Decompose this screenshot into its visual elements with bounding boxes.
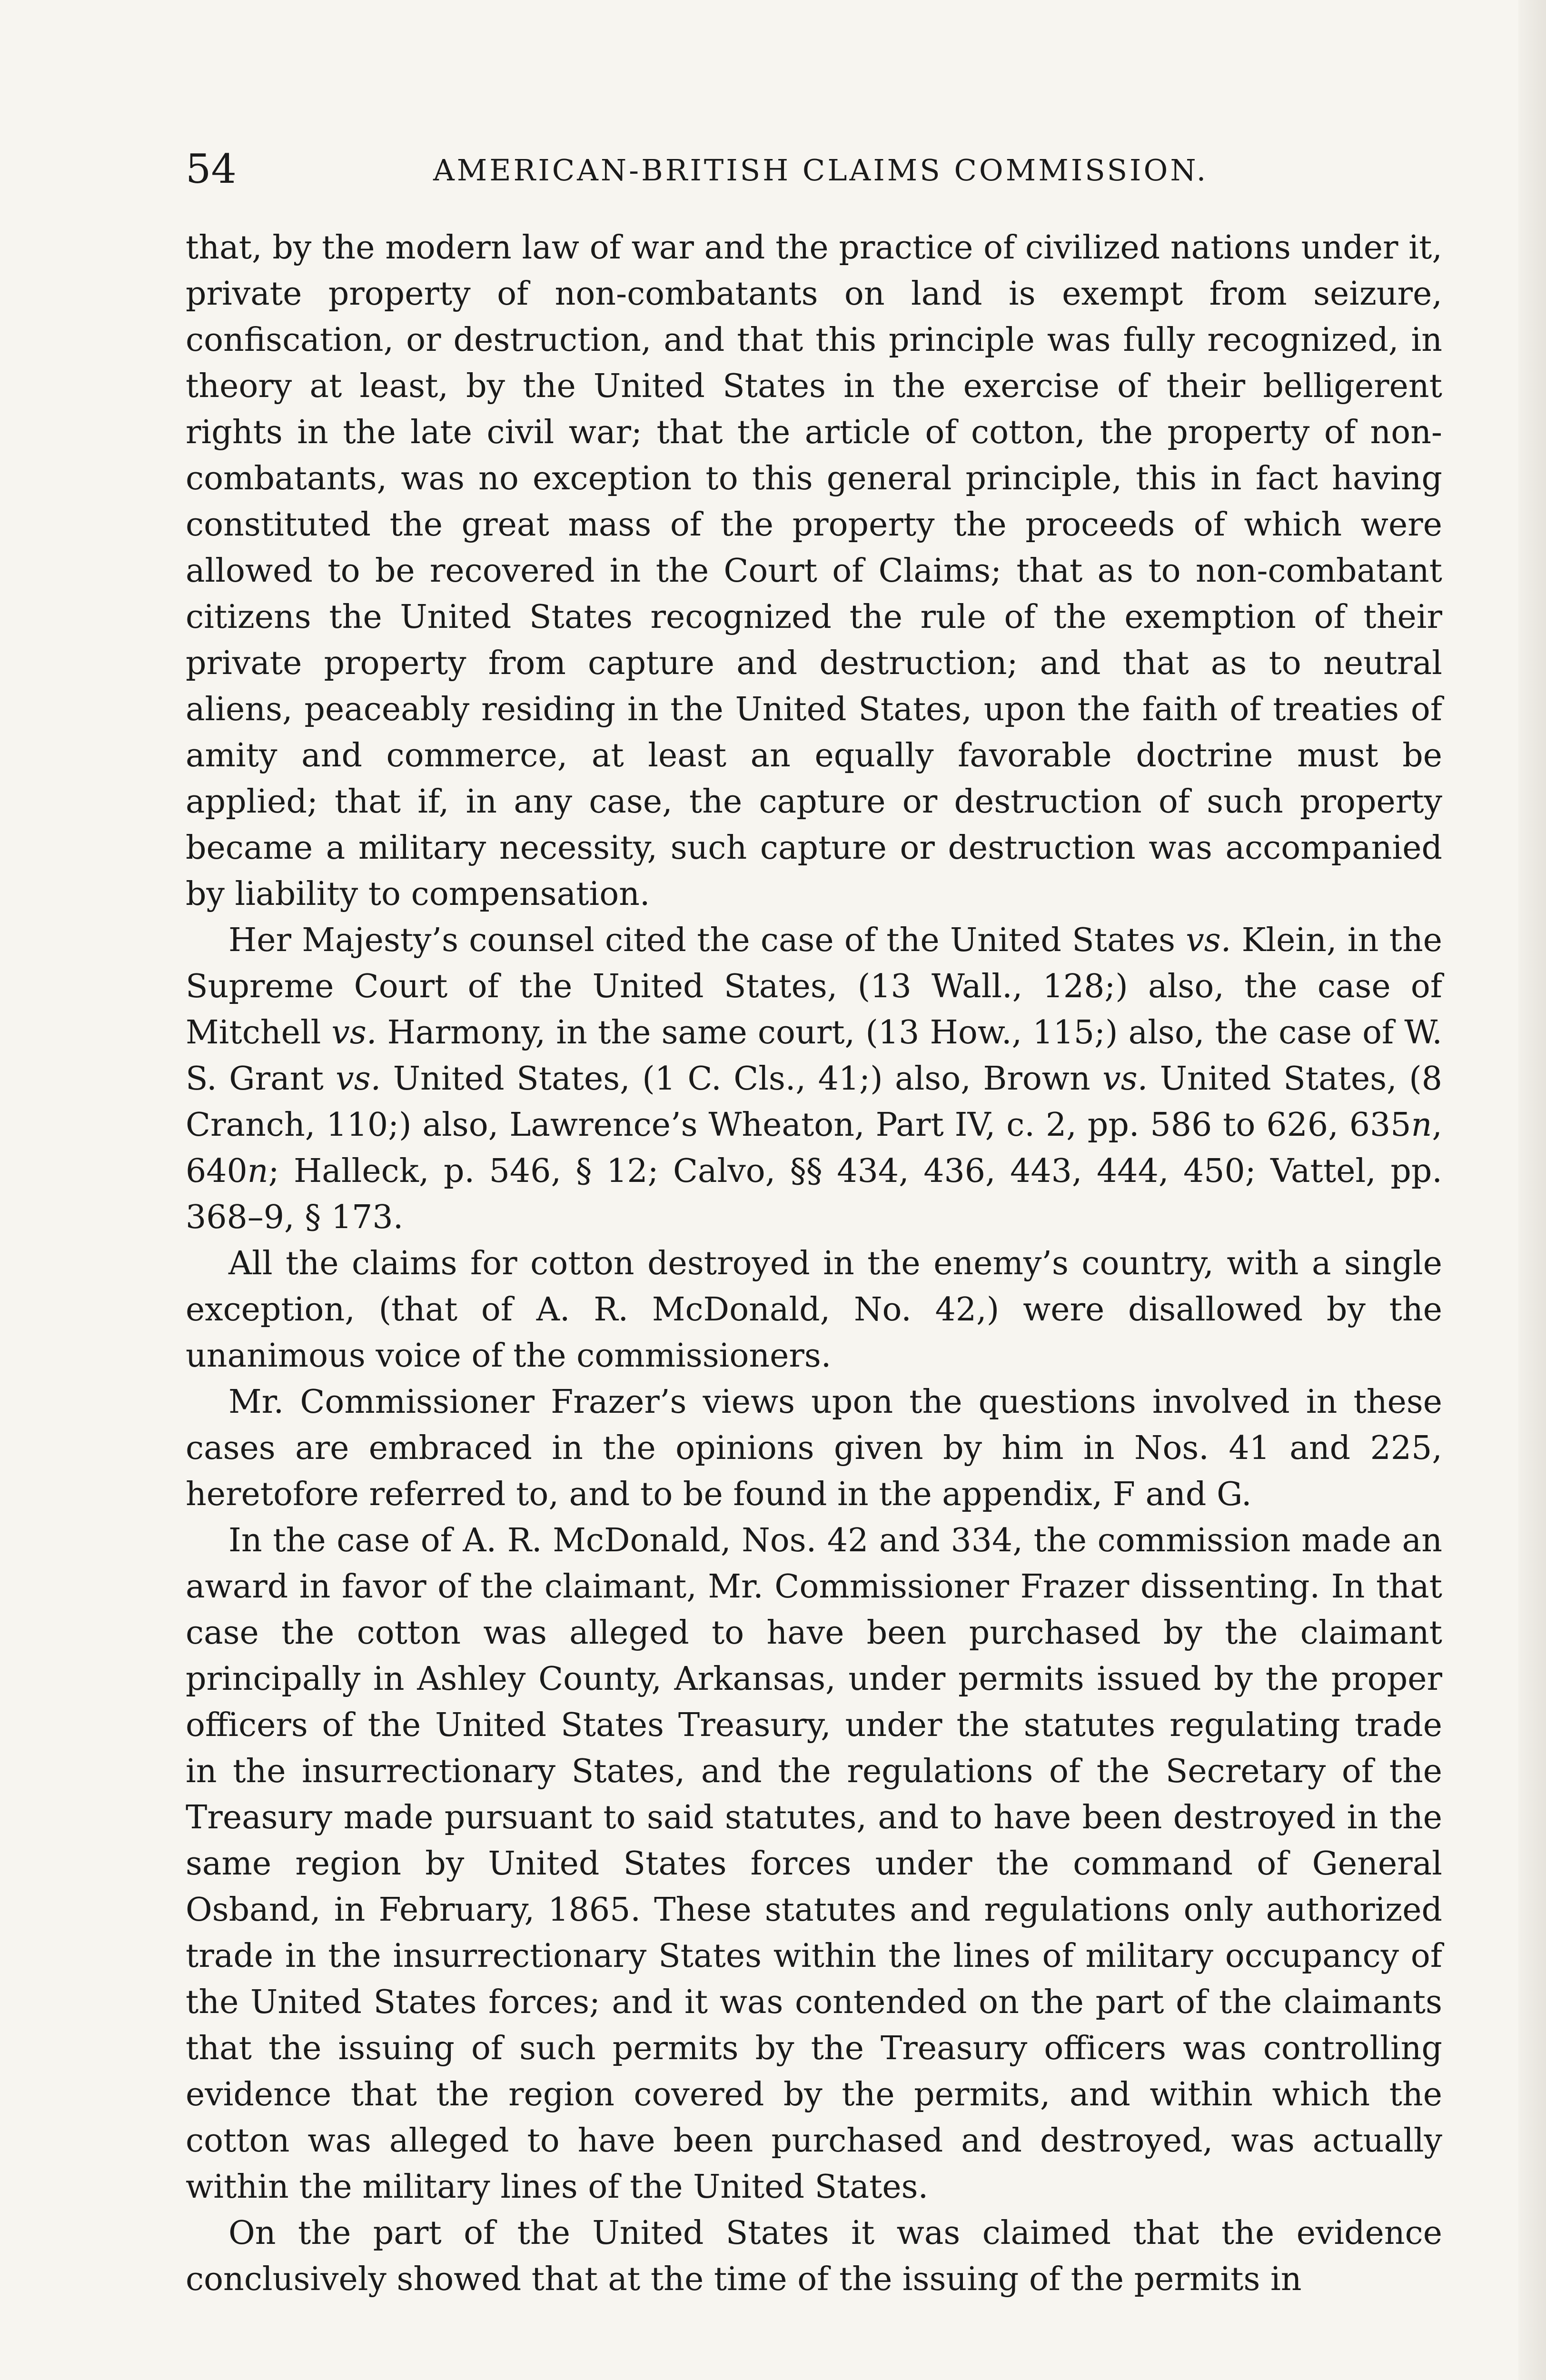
- text-segment: , 640: [186, 1106, 1442, 1190]
- page-edge: [1518, 0, 1546, 2380]
- paragraph-4: [186, 1379, 1442, 1517]
- text-segment: In the case of A. R. McDonald, Nos. 42 and 334, the commission made an award in favor of the claimant, Mr. Commissioner Frazer dissenting. In that case the cotton was alleged to have been purchased by the claimant principally in Ashley County, Arkansas, under permits issued by the proper officers of the United States Treasury, under the statutes regulating trade in the insurrectionary States, and the regulations of the Secretary of the Treasury made pursuant to said statutes, and to have been destroyed in the same region by United States forces under the command of General Osband, in February, 1865. These statutes and regulations only authorized trade in the insurrectionary States within the lines of military occupancy of the United States forces; and it was contended on the part of the claimants that the issuing of such permits by the Treasury officers was controlling evidence that the region covered by the permits, and within which the cotton was alleged to have been purchased and destroyed, was actually within the military lines of the United States.: [186, 1522, 1442, 2206]
- text-segment: ; Halleck, p. 546, § 12; Calvo, §§ 434, 436, 443, 444, 450; Vattel, pp. 368–9, § 173.: [186, 1152, 1442, 1236]
- text-segment: vs.: [336, 1060, 381, 1098]
- text-segment: vs.: [331, 1014, 377, 1051]
- body-text: [186, 225, 1442, 2302]
- page-number: 54: [186, 146, 237, 192]
- text-segment: vs.: [1102, 1060, 1148, 1098]
- text-segment: Klein, in the Supreme Court of the United States, (13 Wall., 128;) also, the case of Mitchell: [186, 922, 1443, 1051]
- page-header: [186, 143, 1447, 195]
- text-segment: Mr. Commissioner Frazer’s views upon the questions involved in these cases are embraced in the opinions given by him in Nos. 41 and 225, heretofore referred to, and to be found in the appendix, F and G.: [186, 1383, 1442, 1513]
- paragraph-5: [186, 1517, 1442, 2210]
- text-segment: that, by the modern law of war and the practice of civilized nations under it, private property of non-combatants on land is exempt from seizure, confiscation, or destruction, and that this principle was fully recognized, in theory at least, by the United States in the exercise of their belligerent rights in the late civil war; that the article of cotton, the property of non-combatants, was no exception to this general principle, this in fact having constituted the great mass of the property the proceeds of which were allowed to be recovered in the Court of Claims; that as to non-combatant citizens the United States recognized the rule of the exemption of their private property from capture and destruction; and that as to neutral aliens, peaceably residing in the United States, upon the faith of treaties of amity and commerce, at least an equally favorable doctrine must be applied; that if, in any case, the capture or destruction of such property became a military necessity, such capture or destruction was accompanied by liability to compensation.: [186, 229, 1442, 913]
- running-head: AMERICAN-BRITISH CLAIMS COMMISSION.: [433, 153, 1209, 188]
- text-segment: United States, (1 C. Cls., 41;) also, Brown: [381, 1060, 1103, 1098]
- text-segment: vs.: [1186, 922, 1231, 959]
- text-segment: United States, (8 Cranch, 110;) also, Lawrence’s Wheaton, Part IV, c. 2, pp. 586 to 626, 635: [186, 1060, 1443, 1144]
- paragraph-1: [186, 225, 1442, 917]
- text-segment: Her Majesty’s counsel cited the case of the United States: [228, 922, 1186, 959]
- text-segment: Harmony, in the same court, (13 How., 115;) also, the case of W. S. Grant: [186, 1014, 1443, 1098]
- text-segment: n: [1411, 1106, 1432, 1144]
- text-segment: On the part of the United States it was claimed that the evidence conclusively showed that at the time of the issuing of the permits in: [186, 2214, 1442, 2298]
- paragraph-6: [186, 2210, 1442, 2302]
- text-segment: n: [247, 1152, 268, 1190]
- paragraph-2: [186, 917, 1442, 1240]
- paragraph-3: [186, 1240, 1442, 1379]
- text-segment: All the claims for cotton destroyed in the enemy’s country, with a single exception, (that of A. R. McDonald, No. 42,) were disallowed by the unanimous voice of the commissioners.: [186, 1245, 1442, 1375]
